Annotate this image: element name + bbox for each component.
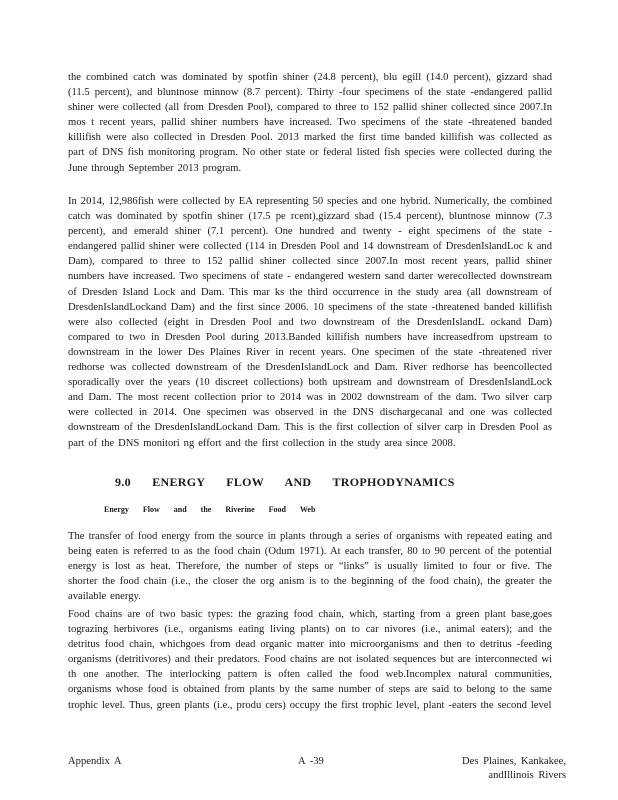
- section-subheading: Energy Flow and the Riverine Food Web: [104, 505, 316, 514]
- paragraph-2013-catch-summary: the combined catch was dominated by spotfin shiner (24.8 percent), blu egill (14.0 percent), gizzard shad (11.5 percent), and bluntnose minnow (8.7 percent). Thirty -four specimens of the state -endangered pallid shiner were collected (all from Dresden Pool), compared to three to 152 pallid shiner collected since 2007.In mos t recent years, pallid shiner numbers have increased. Two specimens of the state -threatened banded killifish were also collected in Dresden Pool. 2013 marked the first time banded killifish was collected as part of DNS fish monitoring program. No other state or federal listed fish species were collected during the June through September 2013 program.: [68, 72, 552, 174]
- paragraph-2014-catch-summary: In 2014, 12,986fish were collected by EA representing 50 species and one hybrid. Numerically, the combined catch was dominated by spotfin shiner (17.5 pe rcent),gizzard shad (15.4 percent), bluntnose minnow (7.3 percent), and emerald shiner (7.1 percent). One hundred and twenty - eight specimens of the state -endangered pallid shiner were collected (114 in Dresden Pool and 14 downstream of DresdenIslandLoc k and Dam), compared to three to 152 pallid shiner collected since 2007.In most recent years, pallid shiner numbers have increased. Two specimens of state - endangered western sand darter werecollected downstream of Dresden Island Lock and Dam. This mar ks the third occurrence in the study area (all downstream of DresdenIslandLockand Dam) and the first since 2006. 10 specimens of the state -threatened banded killifish were also collected (eight in Dresden Pool and two downstream of the DresdenIslandL ockand Dam) compared to two in Dresden Pool during 2013.Banded killifish numbers have increasedfrom upstream to downstream in the lower Des Plaines River in recent years. One specimen of the state -threatened river redhorse was collected downstream of the DresdenIslandLock and Dam. River redhorse has beencollected sporadically over the years (10 discreet collections) both upstream and downstream of DresdenIslandLock and Dam. The most recent collection prior to 2014 was in 2002 downstream of the dam. Two silver carp were collected in 2014. One specimen was observed in the DNS dischargecanal and one was collected downstream of the DresdenIslandLockand Dam. This is the first collection of silver carp in Dresden Pool as part of the DNS monitori ng effort and the first collection in the study area since 2008.: [68, 196, 552, 449]
- paragraph-food-chain-types: Food chains are of two basic types: the grazing food chain, which, starting from a green plant base,goes tograzing herbivores (i.e., organisms eating living plants) on to car nivores (i.e., animal eaters); and the detritus food chain, whichgoes from dead organic matter into microorganisms and then to detritus -feeding organisms (detritivores) and their predators. Food chains are not isolated sequences but are interconnected wi th one another. The interlocking pattern is often called the food web.Incomplex natural communities, organisms whose food is obtained from plants by the same number of steps are said to belong to the same trophic level. Thus, green plants (i.e., produ cers) occupy the first trophic level, plant -eaters the second level: [68, 609, 552, 711]
- footer-appendix-label: Appendix A: [68, 756, 122, 767]
- section-heading: 9.0 ENERGY FLOW AND TROPHODYNAMICS: [115, 475, 455, 489]
- paragraph-food-chain-definition: The transfer of food energy from the source in plants through a series of organisms with repeated eating and being eaten is referred to as the food chain (Odum 1971). At each transfer, 80 to 90 percent of the potential energy is lost as heat. Therefore, the number of steps or “links” is usually limited to four or five. The shorter the food chain (i.e., the closer the org anism is to the beginning of the food chain), the greater the available energy.: [68, 531, 552, 603]
- footer-report-title: Des Plaines, Kankakee, andIllinois Rivers: [461, 756, 566, 781]
- footer-page-number: A -39: [298, 756, 324, 767]
